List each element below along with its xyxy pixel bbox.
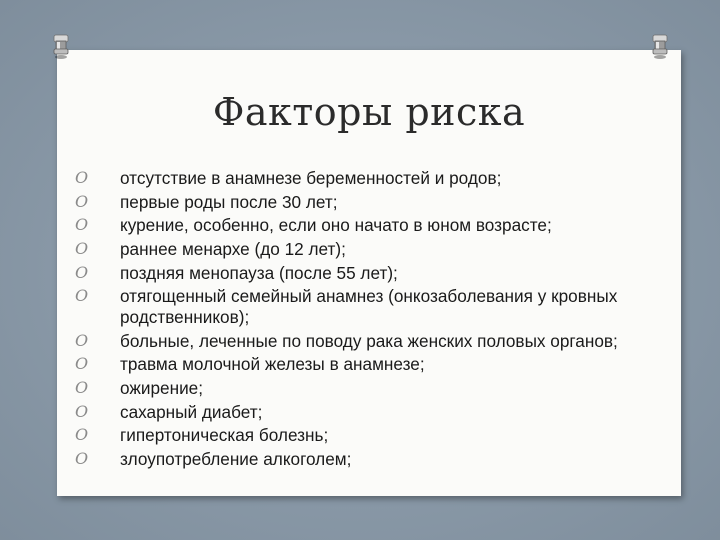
bullet-icon: O [75,449,89,469]
bullet-icon: O [75,401,89,421]
bullet-icon: O [75,168,89,187]
bullet-icon: O [75,262,89,282]
list-item-text: первые роды после 30 лет; [120,191,338,212]
list-item [75,263,665,284]
bullet-icon: O [75,425,89,445]
list-item-text: курение, особенно, если оно начато в юном возрасте; [120,215,552,236]
list-item-text: травма молочной железы в анамнезе; [120,354,425,375]
list-item [75,378,665,399]
list-item [75,286,665,327]
list-item [75,215,665,236]
list-item-text: отягощенный семейный анамнез (онкозаболевания у кровных родственников); [120,286,618,327]
slide-title: Факторы риска [212,90,526,134]
list-item-text: злоупотребление алкоголем; [120,449,352,470]
list-item [75,239,665,260]
list-item [75,449,665,470]
list-item [75,192,665,213]
list-item [75,168,665,189]
list-item-text: ожирение; [120,378,204,398]
pushpin-icon [651,32,669,60]
list-item-text: больные, леченные по поводу рака женских половых органов; [120,330,618,351]
bullet-icon: O [75,378,89,397]
risk-factors-list [75,168,665,473]
bullet-icon: O [75,330,89,350]
list-item [75,425,665,446]
bullet-icon: O [75,354,89,374]
list-item [75,402,665,423]
list-item-text: сахарный диабет; [120,401,263,422]
bullet-icon: O [75,286,89,306]
bullet-icon: O [75,215,89,235]
slide-card [57,50,681,496]
list-item-text: раннее менархе (до 12 лет); [120,239,346,260]
list-item-text: отсутствие в анамнезе беременностей и родов; [120,168,502,188]
bullet-icon: O [75,239,89,259]
pushpin-icon [52,32,70,60]
list-item-text: поздняя менопауза (после 55 лет); [120,262,398,283]
list-item [75,331,665,352]
list-item [75,354,665,375]
bullet-icon: O [75,191,89,211]
list-item-text: гипертоническая болезнь; [120,425,329,446]
